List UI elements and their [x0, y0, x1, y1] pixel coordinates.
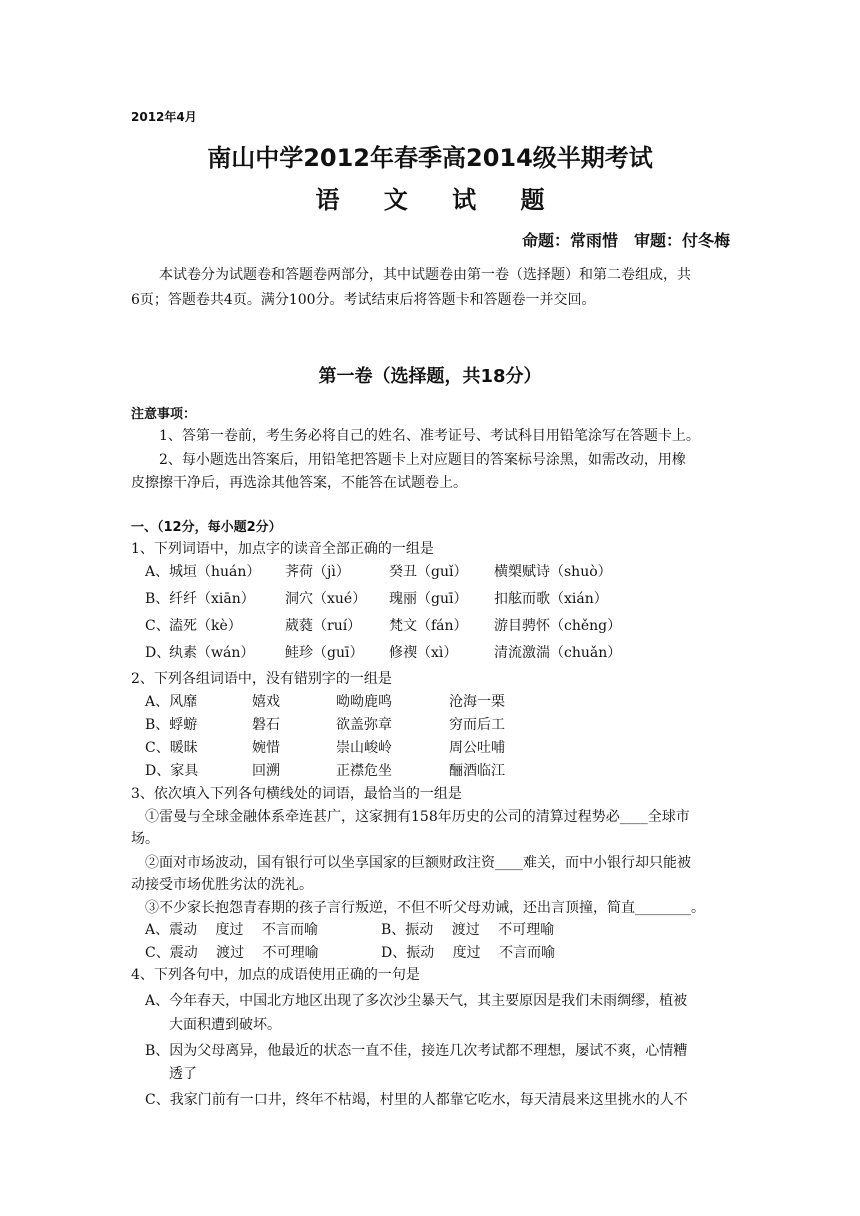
q1-word: 瑰丽（guī） — [389, 591, 468, 607]
q2-word: 嬉戏 — [252, 694, 280, 710]
q2-word: 回溯 — [252, 763, 280, 779]
q3-sentence-2b: 动接受市场优胜劣汰的洗礼。 — [131, 877, 313, 893]
q3-sentence-2a: ②面对市场波动，国有银行可以坐享国家的巨额财政注资____难关，而中小银行却只能被 — [145, 855, 691, 871]
q1-word: 葳蕤（ruí） — [285, 618, 362, 634]
q4-stem: 4、下列各句中，加点的成语使用正确的一句是 — [131, 967, 420, 983]
q2-word: 崇山峻岭 — [336, 740, 392, 756]
q4-option-c-line1: C、我家门前有一口井，终年不枯竭，村里的人都靠它吃水，每天清晨来这里挑水的人不 — [145, 1092, 688, 1108]
notice-item-2a: 2、每小题选出答案后，用铅笔把答题卡上对应题目的答案标号涂黑，如需改动，用橡 — [159, 452, 686, 468]
q2-word: 穷而后工 — [449, 717, 505, 733]
q4-option-b-line2: 透了 — [169, 1066, 197, 1082]
q1-word: 修禊（xì） — [389, 645, 458, 661]
q2-word: B、蜉蝣 — [145, 717, 198, 733]
q3-option-a: A、震动 度过 不言而喻 — [145, 922, 319, 938]
exam-title: 南山中学2012年春季高2014级半期考试 — [207, 144, 653, 172]
q1-stem: 1、下列词语中，加点字的读音全部正确的一组是 — [131, 541, 434, 557]
q1-option-label: C、 — [145, 618, 170, 634]
q1-word: 鲑珍（guī） — [285, 645, 364, 661]
part1-heading: 一、（12分，每小题2分） — [131, 520, 282, 535]
q1-word: 纨素（wán） — [169, 645, 255, 661]
q2-word: A、风靡 — [145, 694, 198, 710]
q1-word: 游目骋怀（chěng） — [494, 618, 622, 634]
q1-word: 清流激湍（chuǎn） — [494, 645, 622, 661]
q1-word: 荠荷（jì） — [285, 564, 350, 580]
intro-line-2: 6页；答题卷共4页。满分100分。考试结束后将答题卡和答题卷一并交回。 — [131, 292, 596, 308]
q2-word: 呦呦鹿鸣 — [336, 694, 392, 710]
q1-word: 横槊赋诗（shuò） — [494, 564, 612, 580]
q3-sentence-1b: 场。 — [131, 831, 159, 847]
intro-paragraph — [131, 263, 731, 313]
q2-word: 婉惜 — [252, 740, 280, 756]
q2-word: 沧海一栗 — [449, 694, 505, 710]
q1-option-label: B、 — [145, 591, 170, 607]
section-title: 第一卷（选择题，共18分） — [318, 366, 542, 387]
q2-word: 周公吐哺 — [449, 740, 505, 756]
q2-word: 磐石 — [252, 717, 280, 733]
q4-option-a-line1: A、今年春天，中国北方地区出现了多次沙尘暴天气，其主要原因是我们未雨绸缪，植被 — [145, 993, 688, 1009]
q2-stem: 2、下列各组词语中，没有错别字的一组是 — [131, 671, 392, 687]
q1-word: 洞穴（xué） — [285, 591, 367, 607]
q3-stem: 3、依次填入下列各句横线处的词语，最恰当的一组是 — [131, 786, 462, 802]
q1-word: 纤纤（xiān） — [169, 591, 255, 607]
authors-line: 命题：常雨惜 审题：付冬梅 — [521, 231, 730, 250]
q4-option-a-line2: 大面积遭到破坏。 — [169, 1017, 281, 1033]
q1-option-label: D、 — [145, 645, 171, 661]
q3-sentence-3: ③不少家长抱怨青春期的孩子言行叛逆，不但不听父母劝诫，还出言顶撞，简直________。 — [145, 900, 705, 916]
q3-option-c: C、震动 渡过 不可理喻 — [145, 945, 319, 961]
q2-word: 正襟危坐 — [336, 763, 392, 779]
q1-word: 扣舷而歌（xián） — [494, 591, 608, 607]
intro-line-1: 本试卷分为试题卷和答题卷两部分，其中试题卷由第一卷（选择题）和第二卷组成，共 — [159, 267, 691, 283]
q1-word: 城垣（huán） — [169, 564, 261, 580]
notice-item-2b: 皮擦擦干净后，再选涂其他答案，不能答在试题卷上。 — [131, 475, 467, 491]
subject-title: 语 文 试 题 — [315, 186, 563, 214]
q2-word: 酾酒临江 — [449, 763, 505, 779]
q2-word: 欲盖弥章 — [336, 717, 392, 733]
q3-sentence-1a: ①雷曼与全球金融体系牵连甚广，这家拥有158年历史的公司的清算过程势必____全球市 — [145, 809, 690, 825]
notice-title: 注意事项： — [131, 407, 197, 422]
q3-option-b: B、振动 渡过 不可理喻 — [381, 922, 555, 938]
q2-word: D、家具 — [145, 763, 199, 779]
q1-word: 梵文（fán） — [389, 618, 468, 634]
q1-word: 癸丑（guǐ） — [389, 564, 468, 580]
exam-date: 2012年4月 — [131, 110, 197, 124]
q2-word: C、暖昧 — [145, 740, 198, 756]
notice-item-1: 1、答第一卷前，考生务必将自己的姓名、准考证号、考试科目用铅笔涂写在答题卡上。 — [159, 428, 700, 444]
q3-option-d: D、振动 度过 不言而喻 — [381, 945, 556, 961]
q1-option-label: A、 — [145, 564, 170, 580]
q4-option-b-line1: B、因为父母离异，他最近的状态一直不佳，接连几次考试都不理想，屡试不爽，心情糟 — [145, 1043, 688, 1059]
q1-word: 溘死（kè） — [169, 618, 242, 634]
